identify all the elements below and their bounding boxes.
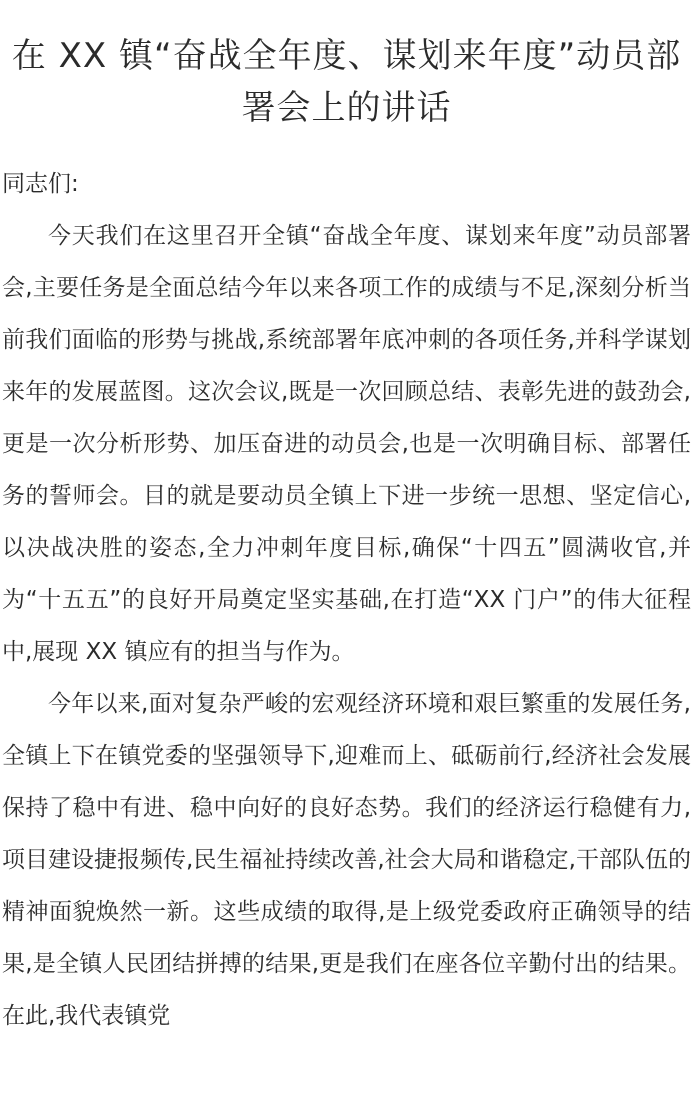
- paragraph-intro: 今天我们在这里召开全镇“奋战全年度、谋划来年度”动员部署会,主要任务是全面总结今年以来各项工作的成绩与不足,深刻分析当前我们面临的形势与挑战,系统部署年底冲刺的各项任务,并科学谋划来年的发展蓝图。这次会议,既是一次回顾总结、表彰先进的鼓劲会,更是一次分析形势、加压奋进的动员会,也是一次明确目标、部署任务的誓师会。目的就是要动员全镇上下进一步统一思想、坚定信心,以决战决胜的姿态,全力冲刺年度目标,确保“十四五”圆满收官,并为“十五五”的良好开局奠定坚实基础,在打造“XX 门户”的伟大征程中,展现 XX 镇应有的担当与作为。: [2, 223, 691, 665]
- paragraph-achievements: 今年以来,面对复杂严峻的宏观经济环境和艰巨繁重的发展任务,全镇上下在镇党委的坚强领导下,迎难而上、砥砺前行,经济社会发展保持了稳中有进、稳中向好的良好态势。我们的经济运行稳健有力,项目建设捷报频传,民生福祉持续改善,社会大局和谐稳定,干部队伍的精神面貌焕然一新。这些成绩的取得,是上级党委政府正确领导的结果,是全镇人民团结拼搏的结果,更是我们在座各位辛勤付出的结果。在此,我代表镇党: [2, 691, 691, 1029]
- document-title: 在 XX 镇“奋战全年度、谋划来年度”动员部署会上的讲话: [11, 36, 682, 128]
- document-body: [2, 158, 691, 1042]
- salutation: 同志们:: [2, 171, 79, 197]
